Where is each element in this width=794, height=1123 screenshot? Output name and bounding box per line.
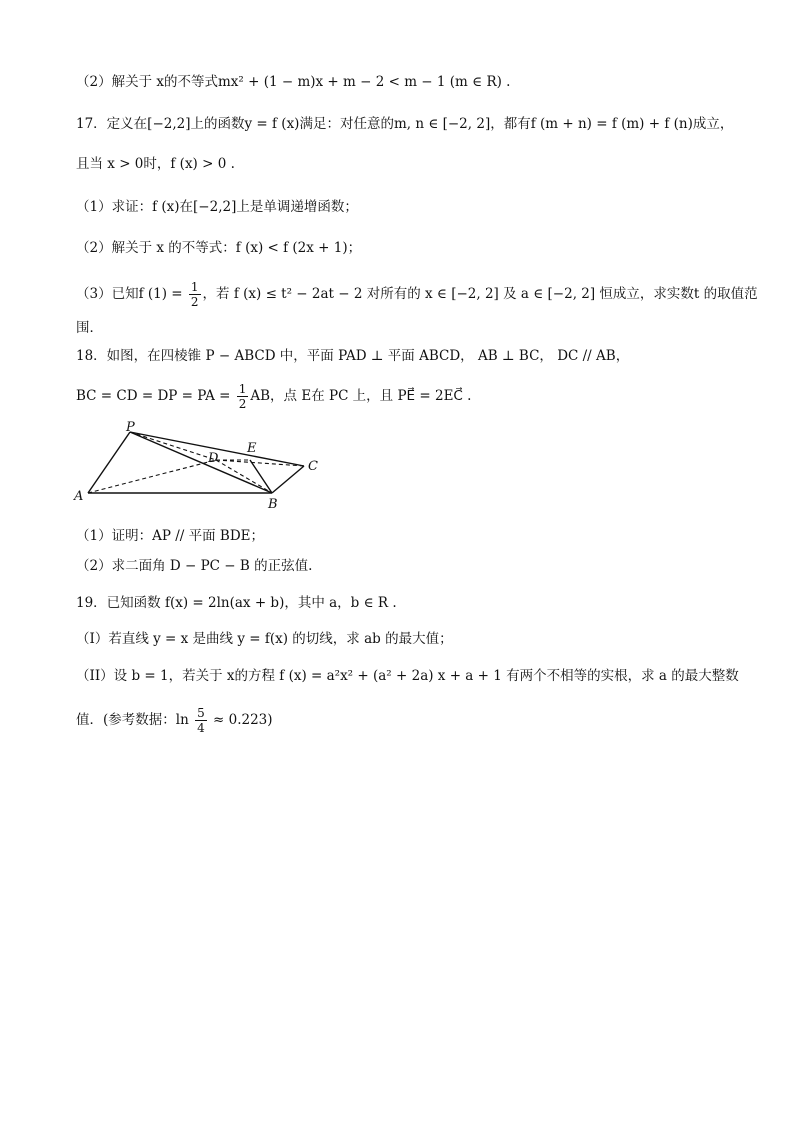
text-line-q17-stem: 17．定义在[−2,2]上的函数y = f (x)满足：对任意的m, n ∈ [−2, 2]，都有f (m + n) = f (m) + f (n)成立， — [76, 116, 734, 132]
text-line-q18-1: （1）证明：AP // 平面 BDE； — [76, 528, 264, 544]
label-A: A — [74, 489, 84, 504]
text-line-q18-2: （2）求二面角 D − PC − B 的正弦值. — [76, 558, 313, 574]
fraction-five-fourths: $\frac{5}{4}$ — [197, 706, 205, 735]
text-line-q19-2: （II）设 b = 1，若关于 x的方程 f (x) = a²x² + (a² + 2a) x + a + 1 有两个不相等的实根，求 a 的最大整数 — [76, 668, 739, 684]
pyramid-figure — [70, 420, 330, 515]
text-line-q17-3 — [76, 280, 758, 309]
text-line-q17-1: （1）求证：f (x)在[−2,2]上是单调递增函数； — [76, 199, 358, 215]
edge-DB — [216, 460, 272, 493]
edge-BC — [272, 466, 304, 493]
text-line-q18-stem: 18．如图，在四棱锥 P − ABCD 中，平面 PAD ⊥ 平面 ABCD， AB ⊥ BC， DC // AB， — [76, 348, 630, 364]
q18-cond-suffix: AB，点 E在 PC 上，且 PE⃗ = 2EC⃗ . — [250, 388, 472, 404]
text-line-q17-cond: 且当 x > 0时，f (x) > 0 . — [76, 156, 235, 172]
q19-ref-suffix: ≈ 0.223) — [208, 712, 273, 728]
text-line-q19-2-cont — [76, 706, 273, 735]
text-line-q17-2: （2）解关于 x 的不等式：f (x) < f (2x + 1)； — [76, 240, 362, 256]
q19-ref-prefix: 值．(参考数据：ln — [76, 712, 194, 728]
q17-3-prefix: （3）已知f (1) = — [76, 286, 187, 302]
label-D: D — [208, 451, 219, 466]
label-P: P — [126, 420, 135, 435]
fraction-one-half-b: $\frac{1}{2}$ — [238, 382, 247, 411]
q17-3-suffix: ，若 f (x) ≤ t² − 2at − 2 对所有的 x ∈ [−2, 2] 及 a ∈ [−2, 2] 恒成立，求实数t 的取值范 — [202, 286, 758, 302]
text-line-q18-cond — [76, 382, 471, 411]
q18-cond-prefix: BC = CD = DP = PA = — [76, 388, 235, 404]
label-E: E — [247, 441, 257, 456]
text-line-q16-2: （2）解关于 x的不等式mx² + (1 − m)x + m − 2 < m − 1 (m ∈ R) . — [76, 74, 511, 90]
text-line-q17-3-cont: 围． — [76, 320, 103, 336]
text-line-q19-stem: 19．已知函数 f(x) = 2ln(ax + b)，其中 a，b ∈ R . — [76, 595, 397, 611]
label-B: B — [268, 497, 278, 512]
fraction-one-half: $\frac{1}{2}$ — [190, 280, 199, 309]
text-line-q19-1: （I）若直线 y = x 是曲线 y = f(x) 的切线，求 ab 的最大值； — [76, 631, 453, 647]
label-C: C — [308, 459, 318, 474]
